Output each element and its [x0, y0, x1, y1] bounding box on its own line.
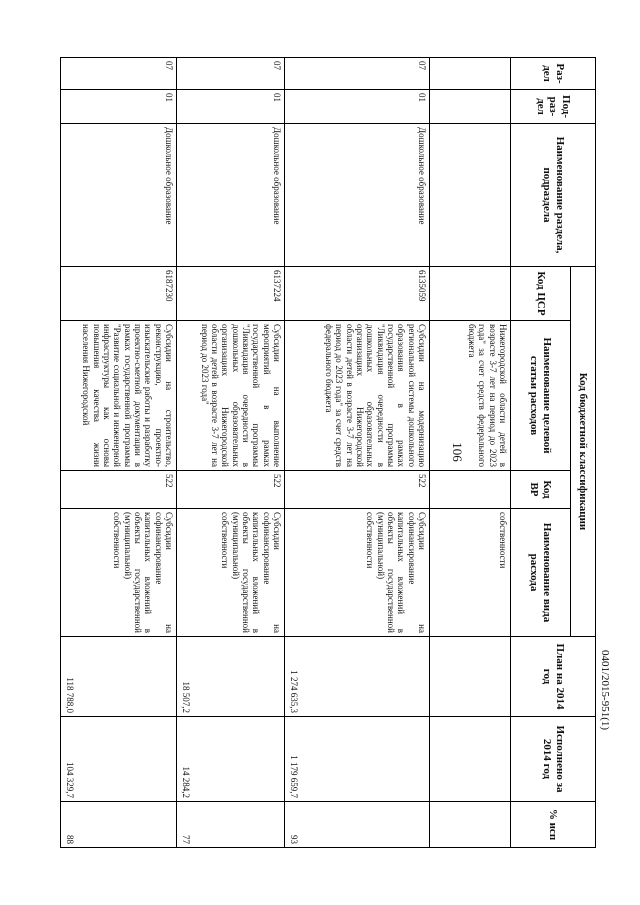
cell-naim-celevoy: Субсидии на выполнение мероприятий в рамках государственной программы "Ликвидация очередности в дошкольных образовательных организациях Нижегородской области детей в возрасте 3-7 лет на период до 2023 года" — [177, 321, 285, 471]
budget-table — [60, 57, 596, 848]
header-ispolneno: Исполнено за 2014 год — [511, 717, 596, 802]
cell-plan: 1 274 635,3 — [285, 637, 430, 717]
cell-plan: 118 788,0 — [61, 637, 177, 717]
cell-kod-csr — [430, 267, 511, 321]
page-number: 106 — [450, 442, 465, 462]
header-plan: План на 2014 год — [511, 637, 596, 717]
rotated-page — [61, 57, 596, 847]
cell-ispolneno: 1 179 659,7 — [285, 717, 430, 802]
cell-razdel: 07 — [177, 58, 285, 90]
cell-percent: 88 — [61, 802, 177, 848]
cell-kod-csr: 6135059 — [285, 267, 430, 321]
cell-naim-razdela: Дошкольное образование — [61, 124, 177, 267]
cell-percent: 93 — [285, 802, 430, 848]
table-row — [61, 58, 177, 848]
cell-percent: 77 — [177, 802, 285, 848]
cell-naim-vida: Субсидии на софинансирование капитальных вложений в объекты государственной (муниципальной) собственности — [177, 509, 285, 637]
cell-naim-vida: Субсидии на софинансирование капитальных вложений в объекты государственной (муниципальной) собственности — [285, 509, 430, 637]
cell-naim-razdela: Дошкольное образование — [285, 124, 430, 267]
cell-podrazdel: 01 — [61, 90, 177, 124]
cell-kod-vr: 522 — [61, 471, 177, 509]
cell-plan — [430, 637, 511, 717]
table-row — [430, 58, 511, 848]
header-kod-vr: Код ВР — [511, 471, 571, 509]
cell-ispolneno: 104 329,7 — [61, 717, 177, 802]
cell-plan: 18 507,2 — [177, 637, 285, 717]
cell-razdel: 07 — [61, 58, 177, 90]
header-naim-razdela: Наименование раздела, подраздела — [511, 124, 596, 267]
cell-naim-razdela — [430, 124, 511, 267]
header-podrazdel: Под-раз-дел — [511, 90, 596, 124]
cell-naim-vida: собственности — [430, 509, 511, 637]
cell-podrazdel: 01 — [285, 90, 430, 124]
header-kod-klassifikacii: Код бюджетной классификации — [571, 267, 596, 637]
cell-naim-celevoy: Субсидии на модернизацию региональной системы дошкольного образования в рамках государственной программы "Ликвидация очередности в дошкольных образовательных организациях Нижегородской области детей в возрасте 3-7 лет на период до 2023 года" за счет средств федерального бюджета — [285, 321, 430, 471]
cell-naim-vida: Субсидии на софинансирование капитальных вложений в объекты государственной (муниципальной) собственности — [61, 509, 177, 637]
cell-ispolneno: 14 284,2 — [177, 717, 285, 802]
cell-naim-celevoy: Нижегородской области детей в возрасте 3-7 лет на период до 2023 года" за счет средств федерального бюджета — [430, 321, 511, 471]
table-row — [177, 58, 285, 848]
cell-razdel — [430, 58, 511, 90]
cell-podrazdel — [430, 90, 511, 124]
header-naim-vida: Наименование вида расхода — [511, 509, 571, 637]
cell-ispolneno — [430, 717, 511, 802]
document-code: 0401/2015-951(1) — [599, 649, 611, 731]
cell-kod-vr: 522 — [177, 471, 285, 509]
cell-podrazdel: 01 — [177, 90, 285, 124]
cell-percent — [430, 802, 511, 848]
cell-kod-csr: 6187230 — [61, 267, 177, 321]
cell-kod-vr — [430, 471, 511, 509]
header-razdel: Раз-дел — [511, 58, 596, 90]
cell-kod-csr: 6137224 — [177, 267, 285, 321]
cell-naim-razdela: Дошкольное образование — [177, 124, 285, 267]
table-row — [285, 58, 430, 848]
cell-kod-vr: 522 — [285, 471, 430, 509]
header-kod-csr: Код ЦСР — [511, 267, 571, 321]
header-percent: % исп — [511, 802, 596, 848]
cell-naim-celevoy: Субсидии на строительство, реконструкцию, проектно-изыскательские работы и разработку проектно-сметной документации в рамках государственной программы "Развитие социальной и инженерной инфраструктуры как основы повышения качества жизни населения Нижегородской — [61, 321, 177, 471]
header-naim-celevoy: Наименование целевой статьи расходов — [511, 321, 571, 471]
cell-razdel: 07 — [285, 58, 430, 90]
